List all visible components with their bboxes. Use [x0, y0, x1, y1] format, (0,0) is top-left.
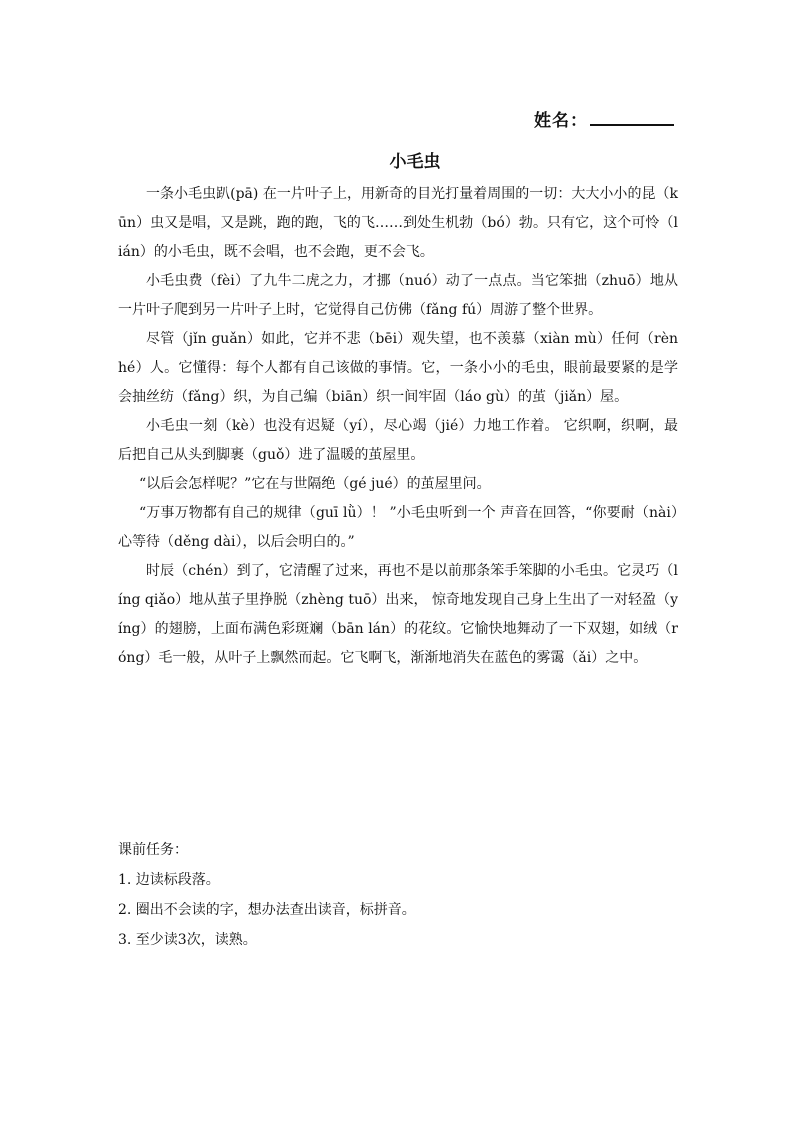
tasks-heading: 课前任务： — [118, 842, 188, 858]
story-paragraph-5: “以后会怎样呢？”它在与世隔绝（gé jué）的茧屋里问。 — [139, 476, 491, 492]
pre-class-tasks — [118, 835, 678, 955]
story-paragraph-3: 尽管（jǐn guǎn）如此，它并不悲（bēi）观失望，也不羡慕（xiàn mù）任何（rèn hé）人。它懂得：每个人都有自己该做的事情。它，一条小小的毛虫，眼前最要紧的是学会抽丝纺（fǎng）织，为自己编（biān）织一间牢固（láo gù）的茧（jiǎn）屋。 — [118, 331, 678, 405]
name-label: 姓名： — [534, 111, 588, 131]
task-item-3: 3. 至少读3次，读熟。 — [118, 932, 257, 948]
story-paragraph-7: 时辰（chén）到了，它清醒了过来，再也不是以前那条笨手笨脚的小毛虫。它灵巧（líng qiǎo）地从茧子里挣脱（zhèng tuō）出来， 惊奇地发现自己身上生出了一对轻盈（yíng）的翅膀，上面布满色彩斑斓（bān lán）的花纹。它愉快地舞动了一下双翅，如绒（róng）毛一般，从叶子上飘然而起。它飞啊飞，渐渐地消失在蓝色的雾霭（ǎi）之中。 — [118, 563, 678, 666]
task-item-1: 1. 边读标段落。 — [118, 872, 220, 888]
story-paragraph-1: 一条小毛虫趴(pā) 在一片叶子上，用新奇的目光打量着周围的一切：大大小小的昆（kūn）虫又是唱，又是跳，跑的跑，飞的飞……到处生机勃（bó）勃。只有它，这个可怜（lián）的小毛虫，既不会唱，也不会跑，更不会飞。 — [118, 186, 678, 260]
story-paragraph-2: 小毛虫费（fèi）了九牛二虎之力，才挪（nuó）动了一点点。当它笨拙（zhuō）地从一片叶子爬到另一片叶子上时，它觉得自己仿佛（fǎng fú）周游了整个世界。 — [118, 273, 678, 318]
story-paragraph-6: “万事万物都有自己的规律（guī lǜ）！ ”小毛虫听到一个 声音在回答，“你要耐（nài）心等待（děng dài），以后会明白的。” — [118, 505, 678, 550]
name-field — [534, 106, 674, 131]
document-title: 小毛虫 — [389, 152, 441, 172]
story-body — [118, 180, 678, 673]
story-paragraph-4: 小毛虫一刻（kè）也没有迟疑（yí），尽心竭（jié）力地工作着。 它织啊，织啊，最后把自己从头到脚裹（guǒ）进了温暖的茧屋里。 — [118, 418, 678, 463]
name-blank-line[interactable] — [590, 110, 674, 126]
task-item-2: 2. 圈出不会读的字，想办法查出读音，标拼音。 — [118, 902, 416, 918]
